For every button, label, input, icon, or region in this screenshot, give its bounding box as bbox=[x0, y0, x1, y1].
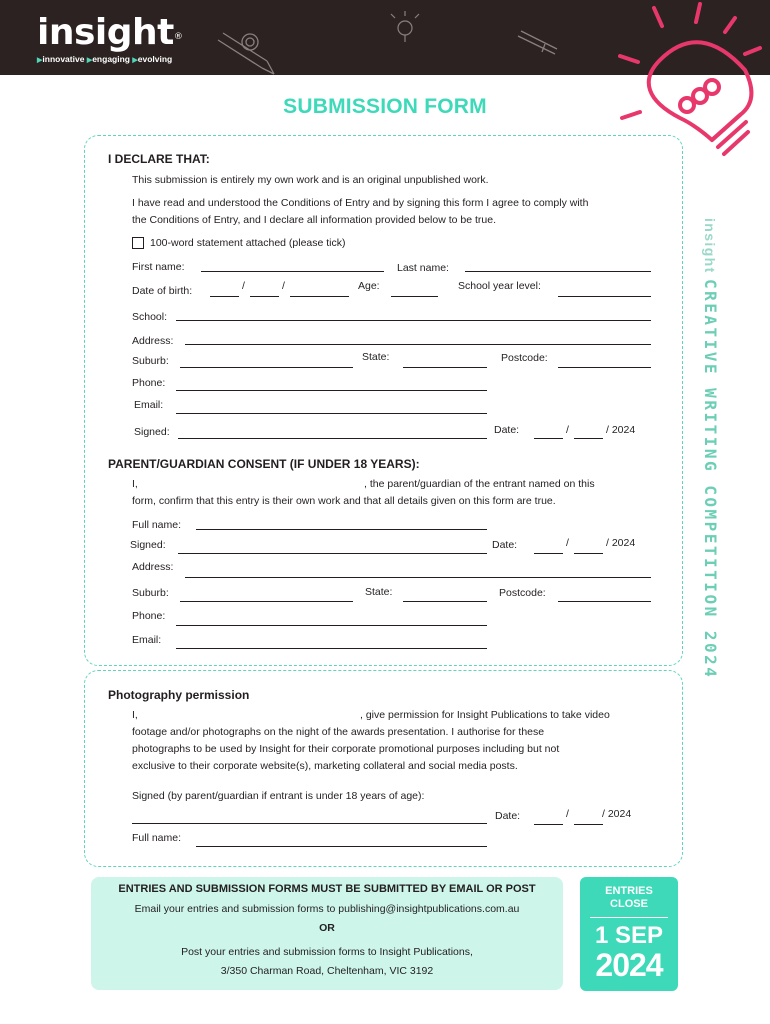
close-date: 1 SEP bbox=[594, 922, 664, 949]
date-slash: / bbox=[566, 537, 569, 549]
date-slash: / bbox=[566, 808, 569, 820]
side-brand: insight bbox=[702, 218, 718, 274]
consent-line: , the parent/guardian of the entrant named on this bbox=[364, 478, 595, 490]
photo-signed-label: Signed (by parent/guardian if entrant is under 18 years of age): bbox=[132, 790, 425, 802]
tagline bbox=[37, 54, 172, 64]
signed-label: Signed: bbox=[134, 426, 170, 438]
entries-close-badge bbox=[580, 877, 678, 991]
photo-signature-field[interactable] bbox=[132, 823, 487, 824]
or-separator: OR bbox=[319, 922, 335, 934]
dob-label: Date of birth: bbox=[132, 285, 193, 297]
badge-line1: ENTRIES bbox=[605, 885, 653, 897]
photo-heading: Photography permission bbox=[108, 688, 250, 702]
date-slash: / bbox=[282, 280, 285, 292]
photo-full-name-field[interactable] bbox=[196, 846, 487, 847]
consent-full-name-field[interactable] bbox=[196, 529, 487, 530]
consent-suburb-label: Suburb: bbox=[132, 587, 169, 599]
sign-day-field[interactable] bbox=[534, 438, 563, 439]
consent-year-text: / 2024 bbox=[606, 537, 636, 549]
consent-email-field[interactable] bbox=[176, 648, 487, 649]
consent-state-field[interactable] bbox=[403, 601, 487, 602]
consent-postcode-label: Postcode: bbox=[499, 587, 546, 599]
dob-year-field[interactable] bbox=[290, 296, 349, 297]
statement-checkbox[interactable] bbox=[132, 237, 144, 249]
signature-field[interactable] bbox=[178, 438, 487, 439]
photo-line: exclusive to their corporate website(s), marketing collateral and social media posts. bbox=[132, 760, 518, 772]
photo-line: footage and/or photographs on the night of the awards presentation. I authorise for these bbox=[132, 726, 545, 738]
date-label: Date: bbox=[494, 424, 520, 436]
checkbox-label: 100-word statement attached (please tick) bbox=[150, 237, 346, 249]
first-name-field[interactable] bbox=[201, 271, 384, 272]
photo-date-label: Date: bbox=[495, 810, 521, 822]
year-level-label: School year level: bbox=[458, 280, 541, 292]
photo-i: I, bbox=[132, 709, 138, 721]
consent-email-label: Email: bbox=[132, 634, 162, 646]
suburb-label: Suburb: bbox=[132, 355, 169, 367]
dob-day-field[interactable] bbox=[210, 296, 239, 297]
lightbulb-sketch-icon bbox=[385, 10, 425, 50]
last-name-label: Last name: bbox=[397, 262, 449, 274]
brand-name: insight bbox=[37, 12, 174, 53]
year-level-field[interactable] bbox=[558, 296, 651, 297]
consent-state-label: State: bbox=[365, 586, 393, 598]
photo-day-field[interactable] bbox=[534, 824, 563, 825]
close-year: 2024 bbox=[595, 947, 663, 983]
consent-day-field[interactable] bbox=[534, 553, 563, 554]
consent-signed-label: Signed: bbox=[130, 539, 166, 551]
arrow-icon: ▶ bbox=[86, 57, 93, 64]
badge-divider bbox=[590, 917, 668, 918]
arrow-icon: ▶ bbox=[132, 57, 138, 64]
address-field[interactable] bbox=[185, 344, 651, 345]
consent-full-name-label: Full name: bbox=[132, 519, 182, 531]
school-label: School: bbox=[132, 311, 168, 323]
consent-address-label: Address: bbox=[132, 561, 174, 573]
state-label: State: bbox=[362, 351, 390, 363]
consent-suburb-field[interactable] bbox=[180, 601, 353, 602]
page-title: SUBMISSION FORM bbox=[283, 95, 487, 118]
last-name-field[interactable] bbox=[465, 271, 651, 272]
trademark-symbol: ® bbox=[173, 32, 183, 42]
tagline-engaging: engaging bbox=[92, 54, 130, 64]
consent-month-field[interactable] bbox=[574, 553, 603, 554]
email-instructions: Email your entries and submission forms to publishing@insightpublications.com.au bbox=[134, 903, 520, 915]
consent-i: I, bbox=[132, 478, 138, 490]
address-label: Address: bbox=[132, 335, 174, 347]
arrow-icon: ▶ bbox=[37, 57, 43, 64]
phone-field[interactable] bbox=[176, 390, 487, 391]
consent-postcode-field[interactable] bbox=[558, 601, 651, 602]
declaration-line: This submission is entirely my own work and is an original unpublished work. bbox=[132, 174, 489, 186]
consent-heading: PARENT/GUARDIAN CONSENT (IF UNDER 18 YEARS): bbox=[108, 457, 420, 471]
consent-address-field[interactable] bbox=[185, 577, 651, 578]
declaration-heading: I DECLARE THAT: bbox=[108, 152, 210, 166]
submission-heading: ENTRIES AND SUBMISSION FORMS MUST BE SUBMITTED BY EMAIL OR POST bbox=[118, 883, 536, 895]
postcode-field[interactable] bbox=[558, 367, 651, 368]
post-instructions: Post your entries and submission forms to Insight Publications, bbox=[181, 946, 473, 958]
pencil-sketch-icon bbox=[210, 28, 280, 78]
competition-side-text bbox=[701, 218, 720, 679]
photo-line: photographs to be used by Insight for their corporate promotional purposes including but not bbox=[132, 743, 560, 755]
state-field[interactable] bbox=[403, 367, 487, 368]
suburb-field[interactable] bbox=[180, 367, 353, 368]
side-competition: CREATIVE WRITING COMPETITION 2024 bbox=[701, 278, 720, 680]
consent-signature-field[interactable] bbox=[178, 553, 487, 554]
school-field[interactable] bbox=[176, 320, 651, 321]
badge-line2: CLOSE bbox=[610, 898, 648, 910]
postcode-label: Postcode: bbox=[501, 352, 548, 364]
consent-phone-field[interactable] bbox=[176, 625, 487, 626]
phone-label: Phone: bbox=[132, 377, 166, 389]
email-label: Email: bbox=[134, 399, 164, 411]
insight-logo bbox=[37, 12, 182, 53]
date-slash: / bbox=[242, 280, 245, 292]
photo-year-text: / 2024 bbox=[602, 808, 632, 820]
age-label: Age: bbox=[358, 280, 380, 292]
photo-full-name-label: Full name: bbox=[132, 832, 182, 844]
tagline-evolving: evolving bbox=[137, 54, 173, 64]
photo-month-field[interactable] bbox=[574, 824, 603, 825]
consent-line: form, confirm that this entry is their own work and that all details given on this form are true. bbox=[132, 495, 556, 507]
dob-month-field[interactable] bbox=[250, 296, 279, 297]
date-slash: / bbox=[566, 424, 569, 436]
tagline-innovative: innovative bbox=[42, 54, 85, 64]
postal-address: 3/350 Charman Road, Cheltenham, VIC 3192 bbox=[220, 965, 434, 977]
declaration-line: the Conditions of Entry, and I declare all information provided below to be true. bbox=[132, 214, 497, 226]
email-field[interactable] bbox=[176, 413, 487, 414]
sign-month-field[interactable] bbox=[574, 438, 603, 439]
first-name-label: First name: bbox=[132, 261, 185, 273]
consent-phone-label: Phone: bbox=[132, 610, 166, 622]
age-field[interactable] bbox=[391, 296, 438, 297]
entries-close-label bbox=[580, 885, 678, 911]
photo-line: , give permission for Insight Publications to take video bbox=[360, 709, 610, 721]
declaration-line: I have read and understood the Conditions of Entry and by signing this form I agree to comply with bbox=[132, 197, 589, 209]
pen-sketch-icon bbox=[515, 30, 560, 60]
sign-year-text: / 2024 bbox=[606, 424, 636, 436]
consent-date-label: Date: bbox=[492, 539, 518, 551]
